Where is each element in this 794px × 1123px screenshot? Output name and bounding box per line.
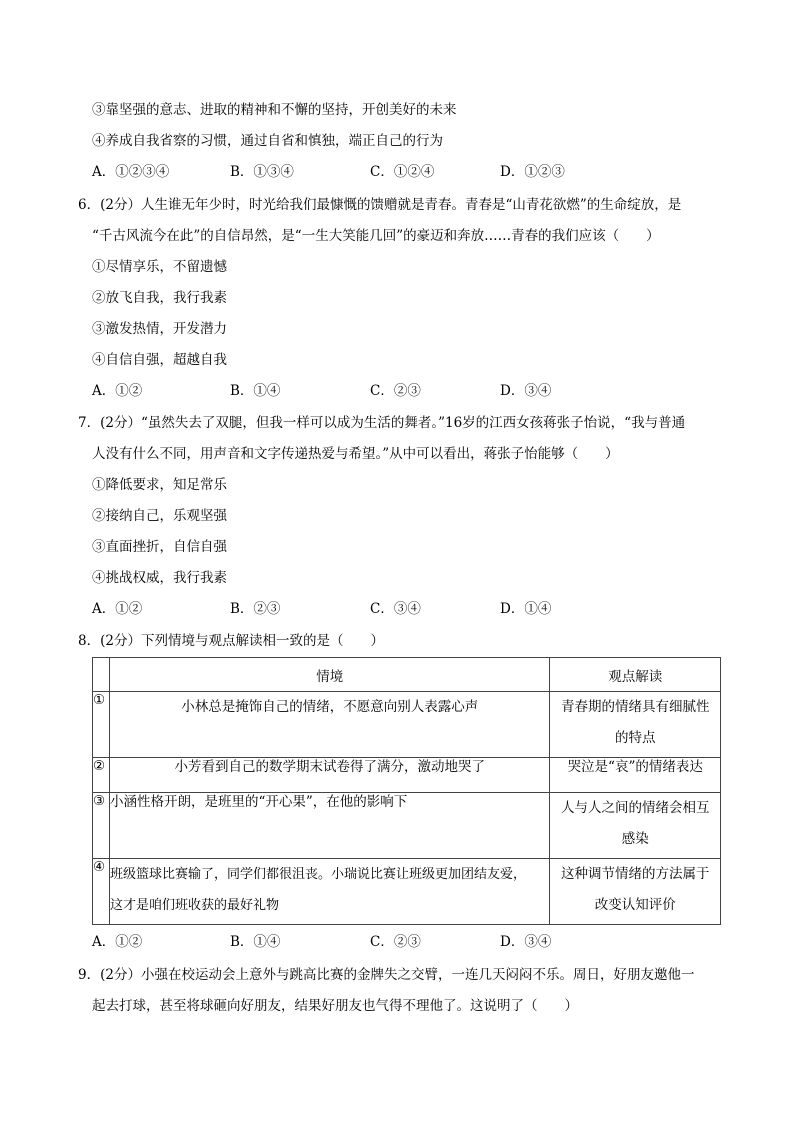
q6-item-4: ④自信自强，超越自我 xyxy=(92,352,227,368)
q7-option-c: C．③④ xyxy=(370,601,421,617)
row-number: ④ xyxy=(93,859,110,925)
q7-option-d: D．①④ xyxy=(500,601,552,617)
row-number: ③ xyxy=(93,793,110,859)
q6-option-d: D．③④ xyxy=(500,383,552,399)
q6-item-3: ③激发热情，开发潜力 xyxy=(92,321,227,337)
q9-stem-line2: 起去打球，甚至将球砸向好朋友，结果好朋友也气得不理他了。这说明了（ ） xyxy=(92,998,578,1014)
q8-option-d: D．③④ xyxy=(500,934,552,950)
q5-item-3: ③靠坚强的意志、进取的精神和不懈的坚持，开创美好的未来 xyxy=(92,102,457,118)
table-row xyxy=(93,793,721,859)
q9-stem-line1: 9．(2分）小强在校运动会上意外与跳高比赛的金牌失之交臂，一连几天闷闷不乐。周日，好朋友邀他一 xyxy=(78,967,695,983)
q5-option-d: D．①②③ xyxy=(500,164,565,180)
q7-option-b: B．②③ xyxy=(230,601,281,617)
row-number: ① xyxy=(93,692,110,758)
q6-stem-line2: “千古风流今在此”的自信昂然，是“一生大笑能几回”的豪迈和奔放……青春的我们应该（ ） xyxy=(92,228,660,244)
table-header-scene: 情境 xyxy=(109,658,549,692)
q7-option-a: A．①② xyxy=(92,601,143,617)
row-view xyxy=(550,692,721,758)
q6-item-2: ②放飞自我，我行我素 xyxy=(92,290,227,306)
q6-item-1: ①尽情享乐，不留遗憾 xyxy=(92,259,227,275)
row-view: 哭泣是“哀”的情绪表达 xyxy=(550,758,721,793)
q7-item-2: ②接纳自己，乐观坚强 xyxy=(92,508,227,524)
q5-item-4: ④养成自我省察的习惯，通过自省和慎独，端正自己的行为 xyxy=(92,133,443,149)
table-header-row xyxy=(93,658,721,692)
row-scene: 小涵性格开朗，是班里的“开心果”，在他的影响下 xyxy=(109,793,549,859)
q5-option-c: C．①②④ xyxy=(370,164,435,180)
row-view-line2: 感染 xyxy=(621,831,649,847)
table-row xyxy=(93,758,721,793)
row-view-line1: 人与人之间的情绪会相互 xyxy=(560,800,710,816)
q8-option-c: C．②③ xyxy=(370,934,421,950)
q7-item-4: ④挑战权威，我行我素 xyxy=(92,570,227,586)
row-number: ② xyxy=(93,758,110,793)
q8-option-a: A．①② xyxy=(92,934,143,950)
q7-stem-line1: 7．(2分）“虽然失去了双腿，但我一样可以成为生活的舞者。”16岁的江西女孩蒋张子怡说，“我与普通 xyxy=(78,415,686,431)
row-scene-line1: 班级篮球比赛输了，同学们都很沮丧。小瑞说比赛让班级更加团结友爱， xyxy=(109,867,526,882)
row-view xyxy=(550,859,721,925)
row-view-line1: 青春期的情绪具有细腻性 xyxy=(560,699,710,715)
q6-option-a: A．①② xyxy=(92,383,143,399)
q8-stem: 8．(2分）下列情境与观点解读相一致的是（ ） xyxy=(78,633,384,649)
table-header-num xyxy=(93,658,110,692)
q5-option-b: B．①③④ xyxy=(230,164,294,180)
row-view-line2: 的特点 xyxy=(614,730,656,746)
table-row xyxy=(93,692,721,758)
q7-stem-line2: 人没有什么不同，用声音和文字传递热爱与希望。”从中可以看出，蒋张子怡能够（ ） xyxy=(92,446,619,462)
q8-option-b: B．①④ xyxy=(230,934,281,950)
q6-stem-line1: 6．(2分）人生谁无年少时，时光给我们最慷慨的馈赠就是青春。青春是“山青花欲燃”的生命绽放，是 xyxy=(78,197,682,213)
table-row xyxy=(93,859,721,925)
row-scene: 小林总是掩饰自己的情绪，不愿意向别人表露心声 xyxy=(109,692,549,758)
row-scene-line2: 这才是咱们班收获的最好礼物 xyxy=(109,898,279,913)
q6-option-c: C．②③ xyxy=(370,383,421,399)
row-scene xyxy=(109,859,549,925)
q6-option-b: B．①④ xyxy=(230,383,281,399)
row-view-line2: 改变认知评价 xyxy=(594,897,676,913)
table-header-view: 观点解读 xyxy=(550,658,721,692)
row-view xyxy=(550,793,721,859)
row-scene: 小芳看到自己的数学期末试卷得了满分，激动地哭了 xyxy=(109,758,549,793)
q7-item-1: ①降低要求，知足常乐 xyxy=(92,477,227,493)
q7-item-3: ③直面挫折，自信自强 xyxy=(92,539,227,555)
row-view-line1: 这种调节情绪的方法属于 xyxy=(560,866,710,882)
q8-scenario-table xyxy=(92,657,721,925)
q5-option-a: A．①②③④ xyxy=(92,164,170,180)
